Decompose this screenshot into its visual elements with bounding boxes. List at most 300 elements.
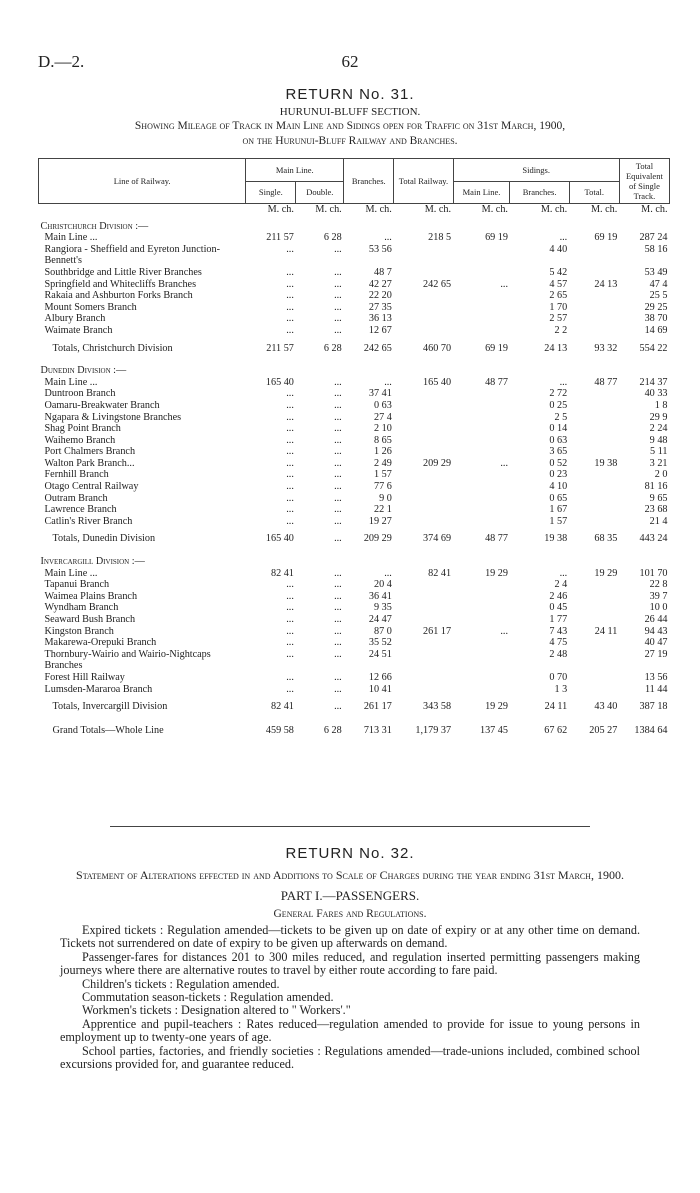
cell-sid-total [569, 267, 619, 279]
cell-sid-main: 48 77 [485, 533, 508, 545]
regulation-paragraph: Apprentice and pupil-teachers : Rates reduced—regulation amended to provide for issue to young persons in employment up to twenty-one years of age. [60, 1016, 640, 1045]
line-name: Kingston Branch [44, 625, 114, 637]
cell-sid-total: 24 11 [594, 625, 618, 637]
line-name: Rangiora - Sheffield and Eyreton Junction-Bennett's [44, 243, 221, 267]
line-name: Shag Point Branch [44, 423, 121, 435]
cell-equiv: 554 22 [639, 342, 668, 354]
cell-double: ... [334, 701, 342, 713]
cell-sid-main [453, 591, 510, 603]
line-name: Lawrence Branch [44, 504, 117, 516]
totals-row [39, 337, 670, 361]
cell-double: ... [334, 625, 342, 637]
cell-single: 82 41 [270, 701, 294, 713]
cell-branches: 209 29 [363, 533, 392, 545]
line-name: Southbridge and Little River Branches [44, 266, 202, 278]
division-row [39, 216, 670, 233]
cell-equiv: 22 8 [649, 579, 668, 591]
cell-equiv: 1 8 [654, 399, 668, 411]
cell-equiv: 38 70 [644, 313, 668, 325]
cell-total-railway [394, 325, 453, 337]
cell-sid-main [453, 290, 510, 302]
cell-branches: 8 65 [374, 434, 392, 446]
cell-sid-total [569, 325, 619, 337]
cell-sid-branch: 2 5 [554, 411, 568, 423]
cell-branches: 35 52 [368, 637, 392, 649]
return-31-heading [30, 86, 670, 148]
cell-double: ... [334, 446, 342, 458]
table-row [39, 279, 670, 291]
page-number: 62 [341, 52, 359, 71]
table-row [39, 290, 670, 302]
cell-sid-branch: 2 46 [549, 590, 568, 602]
cell-total-railway [394, 637, 453, 649]
line-name: Main Line ... [44, 376, 98, 388]
cell-sid-total [569, 244, 619, 267]
cell-double: ... [334, 481, 342, 493]
cell-sid-total [569, 504, 619, 516]
cell-sid-main [453, 400, 510, 412]
table-row [39, 637, 670, 649]
line-name: Catlin's River Branch [44, 515, 133, 527]
cell-single: ... [286, 625, 294, 637]
return-32-title: RETURN No. 32. [285, 845, 415, 862]
mileage-table [38, 158, 670, 742]
table-row [39, 435, 670, 447]
line-name: Albury Branch [44, 313, 106, 325]
cell-double: ... [334, 637, 342, 649]
cell-sid-main [453, 423, 510, 435]
table-row [39, 412, 670, 424]
cell-total-railway [394, 446, 453, 458]
return-32-subtitle: Statement of Alterations effected in and Additions to Scale of Charges during the year ending 31st March, 1900. [76, 868, 624, 882]
cell-total-railway [394, 435, 453, 447]
cell-equiv: 81 16 [644, 481, 668, 493]
cell-total-railway [394, 684, 453, 696]
cell-double: ... [334, 388, 342, 400]
cell-sid-branch: 4 75 [549, 637, 568, 649]
table-row [39, 672, 670, 684]
unit-label: M. ch. [590, 204, 618, 215]
col-single: Single. [246, 181, 296, 204]
cell-double: ... [334, 590, 342, 602]
cell-equiv: 13 56 [644, 671, 668, 683]
cell-single: ... [286, 313, 294, 325]
line-name: Main Line ... [44, 567, 98, 579]
cell-sid-main [453, 412, 510, 424]
table-row [39, 684, 670, 696]
cell-double: ... [334, 399, 342, 411]
cell-single: ... [286, 278, 294, 290]
cell-sid-main: 69 19 [485, 232, 508, 244]
cell-branches: ... [384, 376, 392, 388]
cell-single: ... [286, 602, 294, 614]
cell-single: ... [286, 324, 294, 336]
unit-label: M. ch. [267, 204, 294, 215]
cell-double: ... [334, 434, 342, 446]
cell-single: ... [286, 683, 294, 695]
cell-equiv: 11 44 [644, 683, 668, 695]
col-double: Double. [296, 181, 344, 204]
cell-double: ... [334, 671, 342, 683]
cell-double: ... [334, 266, 342, 278]
cell-single: ... [286, 423, 294, 435]
cell-equiv: 58 16 [644, 243, 668, 255]
cell-single: ... [286, 243, 294, 255]
table-row [39, 602, 670, 614]
cell-single: ... [286, 492, 294, 504]
cell-sid-branch: 2 48 [549, 648, 568, 660]
cell-single: 211 57 [266, 232, 294, 244]
cell-sid-branch: 1 3 [554, 683, 568, 695]
col-branches: Branches. [344, 159, 394, 204]
cell-single: ... [286, 399, 294, 411]
cell-sid-branch: ... [559, 567, 568, 579]
cell-sid-total: 69 19 [594, 232, 618, 244]
cell-total-railway [394, 504, 453, 516]
cell-double: 6 28 [323, 342, 342, 354]
line-name: Forest Hill Railway [44, 671, 125, 683]
line-name: Thornbury-Wairio and Wairio-Nightcaps Branches [44, 648, 211, 672]
cell-branches: 713 31 [363, 724, 392, 736]
cell-sid-total [569, 602, 619, 614]
cell-sid-main [453, 504, 510, 516]
cell-sid-branch: 1 77 [549, 614, 568, 625]
cell-total-railway: 218 5 [428, 232, 452, 244]
cell-single: ... [286, 469, 294, 481]
cell-sid-main [453, 388, 510, 400]
cell-sid-total: 43 40 [594, 701, 618, 713]
cell-equiv: 39 7 [649, 590, 668, 602]
line-name: Otago Central Railway [44, 481, 139, 493]
line-name: Main Line ... [44, 232, 98, 244]
cell-sid-total [569, 435, 619, 447]
cell-total-railway [394, 602, 453, 614]
cell-single: ... [286, 515, 294, 527]
table-row [39, 400, 670, 412]
cell-sid-main: 19 29 [485, 701, 508, 713]
cell-sid-total [569, 446, 619, 458]
cell-sid-main [453, 516, 510, 528]
cell-double: ... [334, 324, 342, 336]
table-row [39, 614, 670, 626]
cell-sid-total: 19 38 [594, 457, 618, 469]
table-row [39, 313, 670, 325]
cell-branches: 9 0 [379, 492, 392, 504]
cell-single: ... [286, 671, 294, 683]
cell-sid-total [569, 637, 619, 649]
regulation-paragraph: School parties, factories, and friendly societies : Regulations amended—trade-unions included, combined school excursions provided for, and guarantee reduced. [60, 1043, 640, 1072]
cell-single: 82 41 [270, 567, 294, 579]
cell-sid-total: 205 27 [589, 724, 618, 736]
mileage-table-body [39, 204, 670, 743]
cell-equiv: 47 4 [649, 278, 668, 290]
cell-equiv: 443 24 [639, 533, 668, 545]
cell-total-railway [394, 267, 453, 279]
cell-branches: 12 66 [368, 671, 392, 683]
line-name: Mount Somers Branch [44, 301, 137, 313]
separator-rule [110, 826, 590, 827]
regulation-paragraph: Passenger-fares for distances 201 to 300 miles reduced, and regulation inserted permitting passengers making journeys where there are alternative routes to travel by either route according to fare paid. [60, 949, 640, 978]
cell-branches: 19 27 [368, 515, 392, 527]
cell-sid-main [453, 313, 510, 325]
col-total-railway: Total Railway. [394, 159, 453, 204]
cell-total-railway [394, 469, 453, 481]
cell-double: ... [334, 614, 342, 625]
cell-sid-main [453, 579, 510, 591]
cell-branches: ... [384, 232, 392, 244]
cell-double: ... [334, 290, 342, 302]
cell-sid-total: 24 13 [594, 278, 618, 290]
cell-sid-main [453, 325, 510, 337]
table-row [39, 469, 670, 481]
cell-sid-total [569, 302, 619, 314]
cell-double: ... [334, 243, 342, 255]
cell-sid-main [453, 244, 510, 267]
cell-double: ... [334, 579, 342, 591]
cell-double: ... [334, 533, 342, 545]
cell-total-railway: 209 29 [423, 457, 452, 469]
regulation-paragraph: Expired tickets : Regulation amended—tickets to be given up on date of expiry or at any other time on demand. Tickets not surrendered on date of expiry to be given up afterwards on demand. [60, 923, 640, 951]
page-header [34, 52, 666, 74]
cell-sid-total [569, 412, 619, 424]
cell-sid-total [569, 423, 619, 435]
cell-double: ... [334, 469, 342, 481]
unit-label: M. ch. [540, 204, 568, 215]
cell-sid-total [569, 672, 619, 684]
cell-equiv: 25 5 [649, 290, 668, 302]
cell-total-railway [394, 672, 453, 684]
cell-total-railway [394, 313, 453, 325]
cell-equiv: 287 24 [639, 232, 668, 244]
cell-sid-branch: 0 25 [549, 399, 568, 411]
totals-row [39, 695, 670, 719]
cell-sid-total: 19 29 [594, 567, 618, 579]
cell-total-railway [394, 423, 453, 435]
line-name: Makarewa-Orepuki Branch [44, 637, 157, 649]
line-name: Lumsden-Mararoa Branch [44, 683, 153, 695]
cell-branches: 36 13 [368, 313, 392, 325]
return-31-title: RETURN No. 31. [285, 86, 415, 103]
cell-total-railway: 343 58 [423, 701, 452, 713]
table-row [39, 481, 670, 493]
cell-total-railway [394, 290, 453, 302]
cell-equiv: 94 43 [644, 625, 668, 637]
cell-double: ... [334, 492, 342, 504]
cell-total-railway [394, 244, 453, 267]
cell-sid-branch: 5 42 [549, 266, 568, 278]
cell-branches: 22 1 [374, 504, 392, 516]
cell-sid-total [569, 388, 619, 400]
table-row [39, 504, 670, 516]
cell-double: ... [334, 683, 342, 695]
table-row [39, 626, 670, 638]
cell-single: ... [286, 266, 294, 278]
cell-branches: 1 57 [374, 469, 392, 481]
cell-double: ... [334, 411, 342, 423]
cell-equiv: 27 19 [644, 648, 668, 660]
cell-total-railway [394, 591, 453, 603]
cell-sid-branch: 0 63 [549, 434, 568, 446]
cell-branches: 27 4 [374, 411, 392, 423]
col-total-equivalent: Total Equivalent of Single Track. [619, 159, 669, 204]
cell-sid-branch: 2 72 [549, 388, 568, 400]
unit-label: M. ch. [365, 204, 392, 215]
cell-sid-total [569, 481, 619, 493]
cell-sid-main [453, 481, 510, 493]
cell-total-railway: 82 41 [428, 567, 452, 579]
cell-branches: 242 65 [363, 342, 392, 354]
return-31-subtitle-2: on the Hurunui-Bluff Railway and Branches. [242, 135, 458, 147]
cell-branches: 24 47 [368, 614, 392, 625]
cell-sid-main [453, 446, 510, 458]
table-row [39, 267, 670, 279]
cell-sid-main [453, 614, 510, 626]
cell-branches: 53 56 [368, 243, 392, 255]
table-row [39, 423, 670, 435]
cell-single: ... [286, 446, 294, 458]
cell-sid-branch: 3 65 [549, 446, 568, 458]
regulation-paragraphs [60, 924, 640, 1071]
cell-double: ... [334, 567, 342, 579]
cell-sid-main [453, 469, 510, 481]
cell-sid-branch: ... [559, 232, 568, 244]
cell-double: ... [334, 648, 342, 660]
line-name: Outram Branch [44, 492, 108, 504]
cell-equiv: 23 68 [644, 504, 668, 516]
cell-equiv: 40 47 [644, 637, 668, 649]
cell-sid-total [569, 614, 619, 626]
cell-single: ... [286, 579, 294, 591]
cell-sid-branch: 1 67 [549, 504, 568, 516]
cell-total-railway [394, 516, 453, 528]
cell-sid-total [569, 290, 619, 302]
cell-sid-total: 48 77 [594, 376, 618, 388]
cell-total-railway: 1,179 37 [415, 724, 452, 736]
cell-single: 459 58 [265, 724, 294, 736]
line-name: Port Chalmers Branch [44, 446, 136, 458]
cell-sid-main [453, 684, 510, 696]
cell-sid-total [569, 313, 619, 325]
division-heading: Dunedin Division :— [40, 365, 127, 377]
cell-branches: 20 4 [374, 579, 392, 591]
cell-sid-main [453, 267, 510, 279]
cell-double: ... [334, 313, 342, 325]
cell-sid-main: 137 45 [479, 724, 508, 736]
cell-single: 165 40 [265, 533, 294, 545]
cell-sid-branch: 2 57 [549, 313, 568, 325]
cell-single: ... [286, 481, 294, 493]
division-row [39, 360, 670, 377]
cell-total-railway [394, 412, 453, 424]
cell-sid-branch: 4 40 [549, 243, 568, 255]
table-row [39, 302, 670, 314]
cell-branches: 37 41 [368, 388, 392, 400]
cell-sid-total [569, 469, 619, 481]
cell-sid-total [569, 493, 619, 505]
cell-sid-branch: 24 11 [544, 701, 568, 713]
cell-single: ... [286, 388, 294, 400]
cell-total-railway [394, 493, 453, 505]
cell-double: ... [334, 457, 342, 469]
cell-branches: 77 6 [374, 481, 392, 493]
cell-sid-branch: 1 70 [549, 301, 568, 313]
cell-single: 165 40 [265, 376, 294, 388]
cell-sid-main [453, 602, 510, 614]
cell-double: ... [334, 515, 342, 527]
cell-single: ... [286, 504, 294, 516]
col-sidings-branches: Branches. [510, 181, 569, 204]
totals-label: Totals, Invercargill Division [52, 701, 168, 713]
cell-sid-branch: 1 57 [549, 515, 568, 527]
cell-equiv: 29 25 [644, 301, 668, 313]
return-31-subtitle-1: Showing Mileage of Track in Main Line and Sidings open for Traffic on 31st March, 1900, [134, 120, 566, 132]
cell-branches: 27 35 [368, 301, 392, 313]
cell-sid-main [453, 302, 510, 314]
table-row [39, 591, 670, 603]
cell-sid-branch: 67 62 [544, 724, 568, 736]
cell-equiv: 3 21 [649, 457, 668, 469]
cell-sid-main: 48 77 [485, 376, 508, 388]
cell-sid-branch: 0 14 [549, 423, 568, 435]
division-heading: Christchurch Division :— [40, 220, 149, 232]
cell-sid-branch: 2 65 [549, 290, 568, 302]
line-name: Oamaru-Breakwater Branch [44, 399, 160, 411]
cell-total-railway [394, 400, 453, 412]
unit-label: M. ch. [481, 204, 508, 215]
cell-single: ... [286, 637, 294, 649]
cell-sid-total: 68 35 [594, 533, 618, 545]
cell-sid-main [453, 493, 510, 505]
table-row [39, 232, 670, 244]
cell-branches: 42 27 [368, 278, 392, 290]
line-name: Fernhill Branch [44, 469, 109, 481]
totals-label: Totals, Christchurch Division [52, 342, 173, 354]
cell-equiv: 14 69 [644, 324, 668, 336]
cell-double: ... [334, 376, 342, 388]
cell-equiv: 9 48 [649, 434, 668, 446]
cell-sid-branch: 4 10 [549, 481, 568, 493]
cell-sid-main: ... [500, 278, 508, 290]
division-row [39, 551, 670, 568]
line-name: Ngapara & Livingstone Branches [44, 411, 182, 423]
cell-total-railway [394, 579, 453, 591]
cell-total-railway [394, 388, 453, 400]
table-row [39, 568, 670, 580]
line-name: Springfield and Whitecliffs Branches [44, 278, 197, 290]
cell-equiv: 2 0 [654, 469, 668, 481]
table-row [39, 377, 670, 389]
cell-sid-main [453, 435, 510, 447]
cell-sid-main [453, 637, 510, 649]
cell-equiv: 53 49 [644, 266, 668, 278]
cell-branches: 2 49 [374, 457, 392, 469]
cell-sid-branch: 2 4 [554, 579, 568, 591]
totals-label: Totals, Dunedin Division [52, 533, 156, 545]
cell-double: ... [334, 301, 342, 313]
cell-equiv: 10 0 [649, 602, 668, 614]
line-name: Waihemo Branch [44, 434, 116, 446]
cell-total-railway: 242 65 [423, 278, 452, 290]
cell-equiv: 2 24 [649, 423, 668, 435]
cell-branches: 24 51 [368, 648, 392, 660]
general-heading: General Fares and Regulations. [273, 908, 427, 920]
cell-single: 211 57 [266, 342, 294, 354]
cell-sid-branch: 19 38 [544, 533, 568, 545]
cell-sid-branch: 0 23 [549, 469, 568, 481]
cell-equiv: 5 11 [650, 446, 668, 458]
cell-single: ... [286, 290, 294, 302]
cell-sid-main: 69 19 [485, 342, 508, 354]
